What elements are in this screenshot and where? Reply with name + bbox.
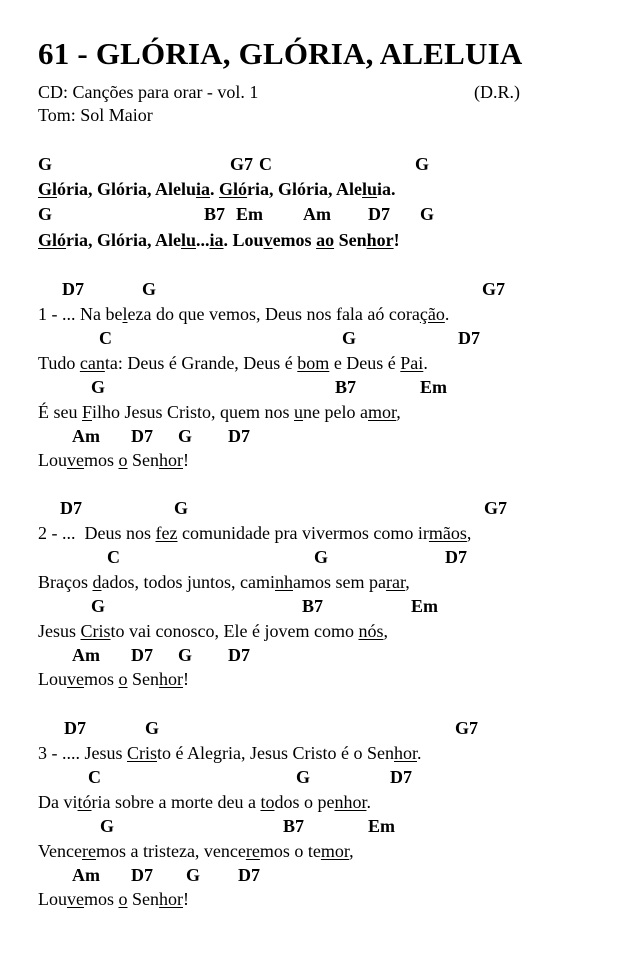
key-info: Tom: Sol Maior bbox=[38, 105, 153, 125]
chord: D7 bbox=[131, 645, 153, 665]
chord: D7 bbox=[62, 279, 84, 299]
chord: G bbox=[100, 816, 115, 836]
chorus-line-1: Glória, Glória, Aleluia. Glória, Glória, Aleluia. bbox=[38, 179, 396, 199]
chord: D7 bbox=[64, 718, 86, 738]
chorus-line-2: Glória, Glória, Alelu...ia. Louvemos ao Senhor! bbox=[38, 230, 400, 250]
chord: Em bbox=[411, 596, 438, 616]
chord: B7 bbox=[283, 816, 305, 836]
chord: D7 bbox=[131, 426, 153, 446]
verse-3-line-1: 3 - .... Jesus Cristo é Alegria, Jesus Cristo é o Senhor. bbox=[38, 743, 422, 763]
chord: D7 bbox=[458, 328, 480, 348]
chord: G bbox=[415, 154, 430, 174]
chord: G bbox=[178, 645, 193, 665]
chord: G7 bbox=[484, 498, 508, 518]
chord: Am bbox=[72, 865, 100, 885]
chord: D7 bbox=[228, 426, 250, 446]
chord: G7 bbox=[455, 718, 479, 738]
chord: C bbox=[107, 547, 120, 567]
chord: G bbox=[186, 865, 201, 885]
chord: Em bbox=[420, 377, 447, 397]
chord: B7 bbox=[302, 596, 324, 616]
chord: G bbox=[296, 767, 311, 787]
chord: G bbox=[38, 154, 53, 174]
chord: D7 bbox=[228, 645, 250, 665]
chord: C bbox=[88, 767, 101, 787]
chord: D7 bbox=[60, 498, 82, 518]
chord: G7 bbox=[230, 154, 254, 174]
chord: D7 bbox=[238, 865, 260, 885]
chord: D7 bbox=[368, 204, 390, 224]
chord: C bbox=[99, 328, 112, 348]
chord: G bbox=[420, 204, 435, 224]
chord: C bbox=[259, 154, 272, 174]
chord: G bbox=[38, 204, 53, 224]
chord: Am bbox=[72, 426, 100, 446]
verse-1-line-1: 1 - ... Na beleza do que vemos, Deus nos fala aó coração. bbox=[38, 304, 450, 324]
verse-2-line-3: Jesus Cristo vai conosco, Ele é jovem como nós, bbox=[38, 621, 388, 641]
rights-note: (D.R.) bbox=[474, 82, 520, 102]
chord: Em bbox=[368, 816, 395, 836]
chord: G bbox=[174, 498, 189, 518]
chord: G bbox=[342, 328, 357, 348]
verse-1-line-4: Louvemos o Senhor! bbox=[38, 450, 190, 470]
verse-2-line-1: 2 - ... Deus nos fez comunidade pra vivermos como irmãos, bbox=[38, 523, 472, 543]
chord: Am bbox=[72, 645, 100, 665]
chord: G7 bbox=[482, 279, 506, 299]
chord: G bbox=[91, 377, 106, 397]
chord: B7 bbox=[335, 377, 357, 397]
chord: B7 bbox=[204, 204, 226, 224]
song-title: 61 - GLÓRIA, GLÓRIA, ALELUIA bbox=[38, 36, 523, 71]
verse-3-line-3: Venceremos a tristeza, venceremos o temor, bbox=[38, 841, 354, 861]
verse-3-line-4: Louvemos o Senhor! bbox=[38, 889, 190, 909]
chord: D7 bbox=[131, 865, 153, 885]
verse-1-line-3: É seu Filho Jesus Cristo, quem nos une pelo amor, bbox=[38, 402, 401, 422]
chord: G bbox=[178, 426, 193, 446]
cd-info: CD: Canções para orar - vol. 1 bbox=[38, 82, 259, 102]
verse-2-line-4: Louvemos o Senhor! bbox=[38, 669, 190, 689]
chord: G bbox=[145, 718, 160, 738]
chord: D7 bbox=[445, 547, 467, 567]
chord: G bbox=[314, 547, 329, 567]
chord: Am bbox=[303, 204, 331, 224]
verse-3-line-2: Da vitória sobre a morte deu a todos o penhor. bbox=[38, 792, 371, 812]
chord: G bbox=[91, 596, 106, 616]
chord: Em bbox=[236, 204, 263, 224]
verse-2-line-2: Braços dados, todos juntos, caminhamos sem parar, bbox=[38, 572, 410, 592]
chord: D7 bbox=[390, 767, 412, 787]
verse-1-line-2: Tudo canta: Deus é Grande, Deus é bom e Deus é Pai. bbox=[38, 353, 428, 373]
chord: G bbox=[142, 279, 157, 299]
